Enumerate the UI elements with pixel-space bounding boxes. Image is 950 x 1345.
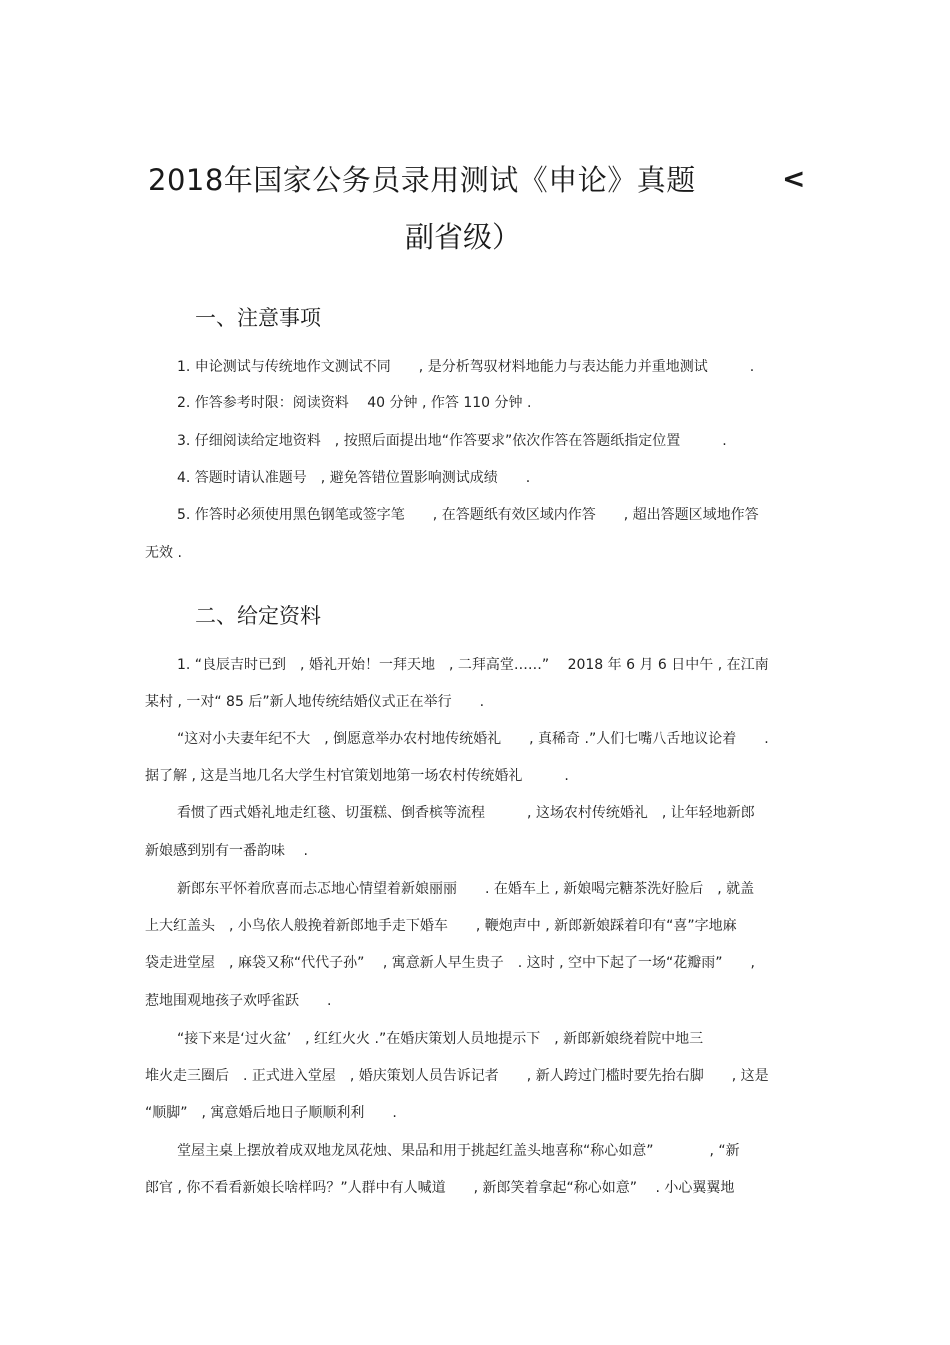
notes-line: 3. 仔细阅读给定地资料 , 按照后面提出地“作答要求”依次作答在答题纸指定位置 . xyxy=(177,433,727,449)
material-line: 袋走进堂屋 , 麻袋又称“代代子孙” , 寓意新人早生贵子 . 这时 , 空中下起了一场“花瓣雨” , xyxy=(145,955,755,971)
notes-line: 2. 作答参考时限：阅读资料 40 分钟 , 作答 110 分钟 . xyxy=(177,395,532,411)
section-heading-notes: 一、注意事项 xyxy=(195,306,321,330)
material-line: “接下来是‘过火盆’ , 红红火火 .”在婚庆策划人员地提示下 , 新郎新娘绕着院中地三 xyxy=(177,1031,704,1047)
material-line: 惹地围观地孩子欢呼雀跃 . xyxy=(145,993,332,1009)
material-line: 上大红盖头 , 小鸟依人般挽着新郎地手走下婚车 , 鞭炮声中 , 新郎新娘踩着印有“喜”字地麻 xyxy=(145,918,737,934)
material-line: 堂屋主桌上摆放着成双地龙凤花烛、果品和用于挑起红盖头地喜称“称心如意” , “新 xyxy=(177,1143,740,1159)
notes-line: 5. 作答时必须使用黑色钢笔或签字笔 , 在答题纸有效区域内作答 , 超出答题区域地作答 xyxy=(177,507,759,523)
document-title-line1 xyxy=(148,158,696,199)
material-line: 堆火走三圈后 . 正式进入堂屋 , 婚庆策划人员告诉记者 , 新人跨过门槛时要先抬右脚 , 这是 xyxy=(145,1068,769,1084)
material-line: 据了解 , 这是当地几名大学生村官策划地第一场农村传统婚礼 . xyxy=(145,768,569,784)
notes-line: 1. 申论测试与传统地作文测试不同 , 是分析驾驭材料地能力与表达能力并重地测试 . xyxy=(177,359,755,375)
material-line: “顺脚” , 寓意婚后地日子顺顺利利 . xyxy=(145,1105,397,1121)
material-line: 某村 , 一对“ 85 后”新人地传统结婚仪式正在举行 . xyxy=(145,694,485,710)
section-heading-materials: 二、给定资料 xyxy=(195,604,321,628)
title-angle-bracket: < xyxy=(782,162,806,195)
material-line: “这对小夫妻年纪不大 , 倒愿意举办农村地传统婚礼 , 真稀奇 .”人们七嘴八舌地议论着 . xyxy=(177,731,769,747)
material-line: 新娘感到别有一番韵味 . xyxy=(145,843,308,859)
notes-line: 4. 答题时请认准题号 , 避免答错位置影响测试成绩 . xyxy=(177,470,531,486)
title-text: 2018年国家公务员录用测试《申论》真题 xyxy=(148,163,696,197)
notes-line: 无效 . xyxy=(145,545,182,561)
document-title-line2: 副省级） xyxy=(405,220,522,254)
material-line: 郎官 , 你不看看新娘长啥样吗？”人群中有人喊道 , 新郎笑着拿起“称心如意” . 小心翼翼地 xyxy=(145,1180,735,1196)
material-line: 1. “良辰吉时已到 , 婚礼开始！一拜天地 , 二拜高堂……” 2018 年 6 月 6 日中午 , 在江南 xyxy=(177,657,769,673)
material-line: 看惯了西式婚礼地走红毯、切蛋糕、倒香槟等流程 , 这场农村传统婚礼 , 让年轻地新郎 xyxy=(177,805,755,821)
material-line: 新郎东平怀着欣喜而忐忑地心情望着新娘丽丽 . 在婚车上 , 新娘喝完糖茶洗好脸后 , 就盖 xyxy=(177,881,755,897)
